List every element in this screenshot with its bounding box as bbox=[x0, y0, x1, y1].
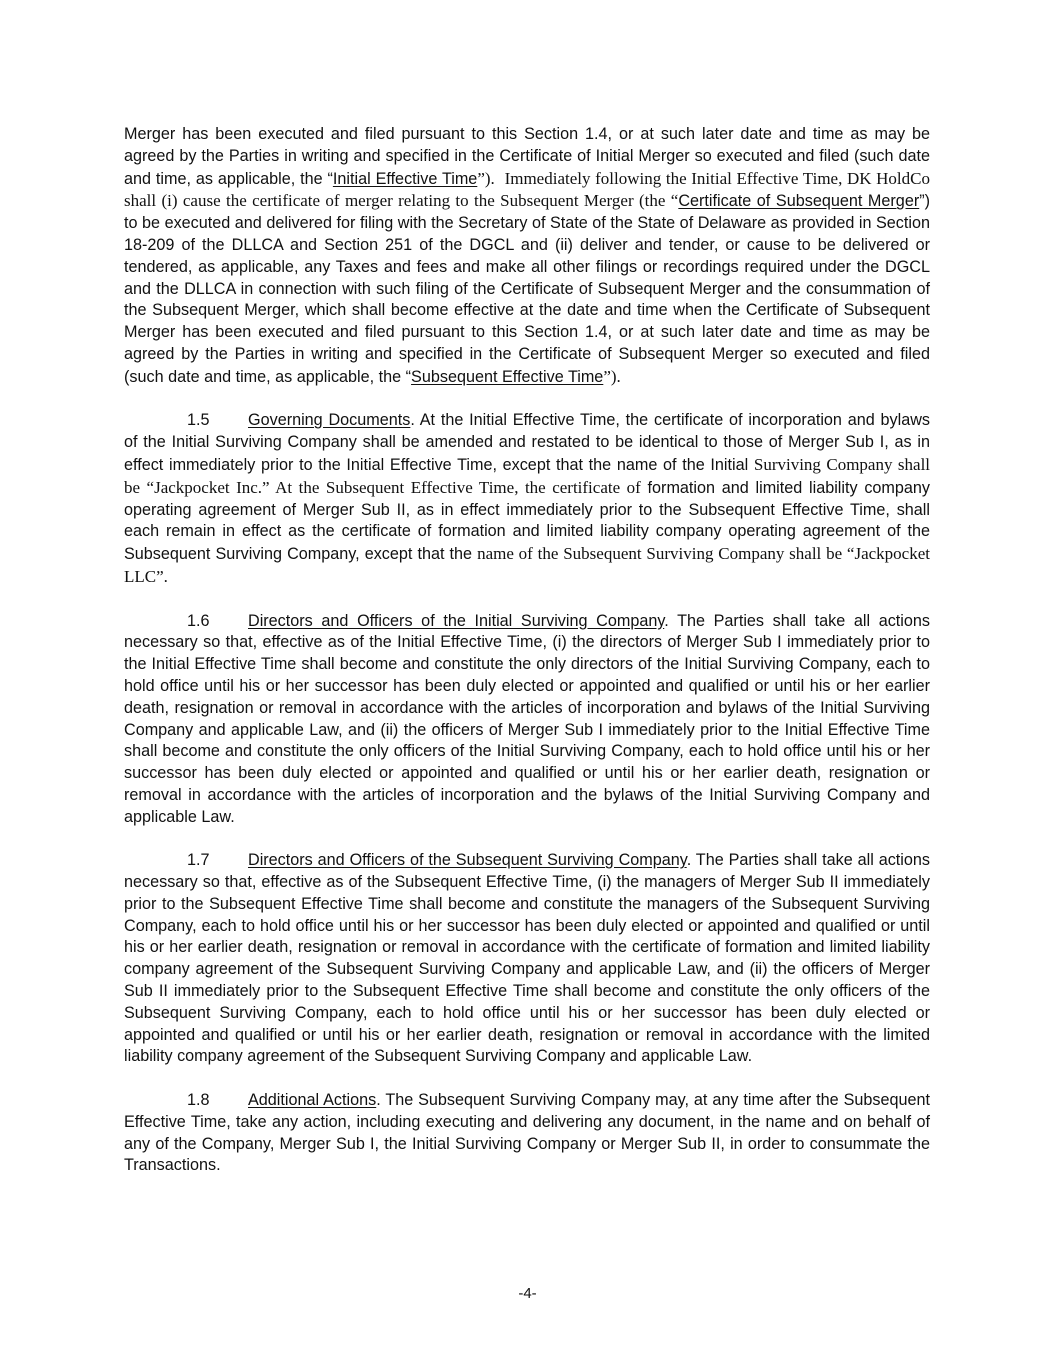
section-heading: Additional Actions bbox=[248, 1091, 377, 1110]
section-number: 1.6 bbox=[187, 611, 210, 630]
section-heading: Directors and Officers of the Initial Surviving Company bbox=[248, 611, 665, 630]
defined-term-certificate-of-subsequent-merger: Certificate of Subsequent Merger bbox=[678, 192, 920, 211]
section-1-6: 1.6 Directors and Officers of the Initial Surviving Company. The Parties shall take all actions necessary so that, effective as of the Initial Effective Time, (i) the directors of Merger Sub I immediately prior to the Initial Effective Time shall become and constitute the only directors of the Initial Surviving Company, each to hold office until his or her successor has been duly elected or appointed and qualified or until his or her earlier death, resignation or removal in accordance with the articles of incorporation and bylaws of the Initial Surviving Company and applicable Law, and (ii) the officers of Merger Sub I immediately prior to the Initial Effective Time shall become and constitute the only officers of the Initial Surviving Company, each to hold office until his or her successor has been duly elected or appointed and qualified or until his or her earlier death, resignation or removal in accordance with the articles of incorporation and the bylaws of the Initial Surviving Company and applicable Law. bbox=[124, 611, 930, 826]
section-heading: Directors and Officers of the Subsequent Surviving Company bbox=[248, 851, 687, 870]
section-number: 1.5 bbox=[187, 411, 210, 430]
section-1-8: 1.8 Additional Actions. The Subsequent Surviving Company may, at any time after the Subsequent Effective Time, take any action, including executing and delivering any document, in the name and on behalf of any of the Company, Merger Sub I, the Initial Surviving Company or Merger Sub II, in order to consummate the Transactions. bbox=[124, 1091, 930, 1175]
section-heading: Governing Documents bbox=[248, 411, 411, 430]
section-number: 1.7 bbox=[187, 851, 210, 870]
document-page bbox=[124, 124, 930, 1177]
page-number: -4- bbox=[518, 1285, 537, 1302]
section-1-7: 1.7 Directors and Officers of the Subsequent Surviving Company. The Parties shall take all actions necessary so that, effective as of the Subsequent Effective Time, (i) the managers of Merger Sub II immediately prior to the Subsequent Effective Time shall become and constitute the managers of the Subsequent Surviving Company, each to hold office until his or her successor has been duly elected or appointed and qualified or until his or her earlier death, resignation or removal in accordance with the certificate of formation and limited liability company agreement of the Subsequent Surviving Company and applicable Law, and (ii) the officers of Merger Sub II immediately prior to the Subsequent Effective Time shall become and constitute the only officers of the Subsequent Surviving Company, each to hold office until his or her successor has been duly elected or appointed and qualified or until his or her earlier death, resignation or removal in accordance with the limited liability company agreement of the Subsequent Surviving Company and applicable Law. bbox=[124, 851, 931, 1066]
section-number: 1.8 bbox=[187, 1091, 210, 1110]
defined-term-initial-effective-time: Initial Effective Time bbox=[332, 169, 478, 188]
section-1-5: 1.5 Governing Documents. At the Initial Effective Time, the certificate of incorporation and bylaws of the Initial Surviving Company shall be amended and restated to be identical to those of Merger Sub I, as in effect immediately prior to the Initial Effective Time, except that the name of the Initial Surviving Company shall be “Jackpocket Inc.” At the Subsequent Effective Time, the certificate of formation and limited liability company operating agreement of Merger Sub II, as in effect immediately prior to the Subsequent Effective Time, shall each remain in effect as the certificate of formation and limited liability company operating agreement of the Subsequent Surviving Company, except that the name of the Subsequent Surviving Company shall be “Jackpocket LLC”. bbox=[124, 411, 931, 586]
defined-term-subsequent-effective-time: Subsequent Effective Time bbox=[411, 367, 604, 386]
section-1-4-continuation: Merger has been executed and filed pursuant to this Section 1.4, or at such later date and time as may be agreed by the Parties in writing and specified in the Certificate of Initial Merger so executed and filed (such date and time, as applicable, the “Initial Effective Time”). Immediately following the Initial Effective Time, DK HoldCo shall (i) cause the certificate of merger relating to the Subsequent Merger (the “Certificate of Subsequent Merger”) to be executed and delivered for filing with the Secretary of State of the State of Delaware as provided in Section 18-209 of the DLLCA and Section 251 of the DGCL and (ii) deliver and tender, or cause to be delivered or tendered, as applicable, any Taxes and fees and make all other filings or recordings required under the DGCL and the DLLCA in connection with such filing of the Certificate of Subsequent Merger and the consummation of the Subsequent Merger, which shall become effective at the date and time when the Certificate of Subsequent Merger has been executed and filed pursuant to this Section 1.4, or at such later date and time as may be agreed by the Parties in writing and specified in the Certificate of Subsequent Merger so executed and filed (such date and time, as applicable, the “Subsequent Effective Time”). bbox=[124, 125, 930, 386]
